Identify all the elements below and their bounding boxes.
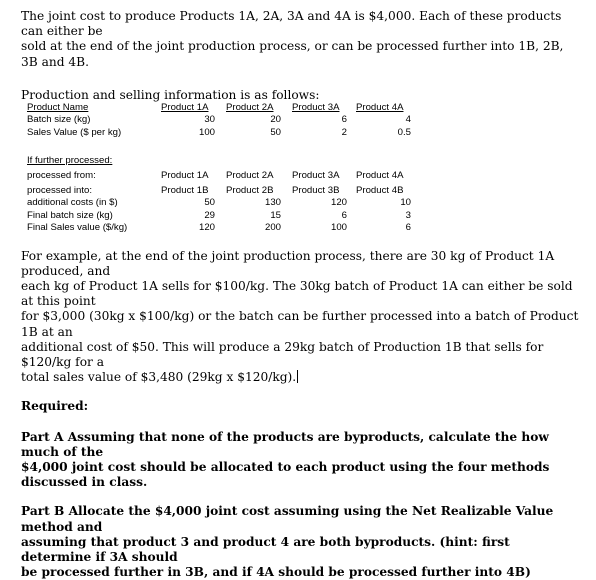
table-cell: 120 [330, 197, 347, 209]
production-table [21, 102, 581, 139]
table-cell: 100 [198, 126, 215, 138]
table-cell: Product 4A [356, 169, 404, 181]
table-cell: Product 3B [292, 184, 340, 196]
table-cell: Product 1B [161, 184, 209, 196]
part-b-line-3: be processed further in 3B, and if 4A should be processed further into 4B) [21, 565, 531, 580]
table-cell: 100 [330, 222, 347, 234]
table-cell: 29 [204, 209, 215, 221]
table-cell: Product 2B [226, 184, 274, 196]
table-cell: 6 [341, 114, 347, 126]
example-paragraph [21, 249, 581, 386]
table-cell: 10 [400, 197, 411, 209]
header-product-2a: Product 2A [226, 102, 274, 114]
table-row [21, 197, 581, 209]
part-a-line-2: $4,000 joint cost should be allocated to each product using the four methods discussed in class. [21, 459, 550, 490]
table-cell: Product 1A [161, 169, 209, 181]
example-line-5: total sales value of $3,480 (29kg x $120/kg). [21, 370, 297, 385]
header-product-4a: Product 4A [356, 102, 404, 114]
table-cell: 3 [405, 209, 411, 221]
example-line-1: For example, at the end of the joint production process, there are 30 kg of Product 1A produced, and [21, 248, 555, 278]
part-a-paragraph [21, 430, 581, 491]
example-line-3: for $3,000 (30kg x $100/kg) or the batch can be further processed into a batch of Product 1B at an [21, 309, 579, 339]
row-label: Final batch size (kg) [27, 209, 113, 221]
table-cell: Product 2A [226, 169, 274, 181]
row-label: Batch size (kg) [27, 114, 91, 126]
intro-paragraph [21, 9, 581, 70]
example-line-2: each kg of Product 1A sells for $100/kg. The 30kg batch of Product 1A can either be sold at this point [21, 278, 573, 309]
part-b-line-1: Part B Allocate the $4,000 joint cost assuming using the Net Realizable Value method and [21, 504, 554, 534]
header-product-1a: Product 1A [161, 102, 209, 114]
further-processing-table [21, 155, 581, 234]
part-b-paragraph [21, 504, 581, 580]
part-b-line-2: assuming that product 3 and product 4 are both byproducts. (hint: first determine if 3A should [21, 534, 510, 564]
document [21, 9, 581, 580]
intro-line-1: The joint cost to produce Products 1A, 2A, 3A and 4A is $4,000. Each of these products can either be [21, 9, 562, 39]
table-cell: Product 3A [292, 169, 340, 181]
further-processing-title: If further processed: [27, 155, 113, 167]
table-cell: 200 [264, 222, 281, 234]
table-cell: 0.5 [397, 126, 411, 138]
header-product-3a: Product 3A [292, 102, 340, 114]
table-row [21, 127, 581, 139]
table-cell: 130 [264, 197, 281, 209]
table-row [21, 170, 581, 182]
table-cell: 30 [204, 114, 215, 126]
required-heading: Required: [21, 399, 89, 414]
table-cell: 20 [270, 114, 281, 126]
row-label: Sales Value ($ per kg) [27, 126, 122, 138]
table-cell: 120 [198, 222, 215, 234]
row-label: additional costs (in $) [27, 197, 118, 209]
table-cell: 15 [270, 209, 281, 221]
table-row [21, 222, 581, 234]
table-cell: 50 [270, 126, 281, 138]
further-processing-title-row [21, 155, 581, 167]
info-heading: Production and selling information is as follows: [21, 87, 320, 102]
example-line-4: additional cost of $50. This will produce a 29kg batch of Production 1B that sells for $120/kg for a [21, 339, 544, 369]
text-cursor[interactable] [297, 370, 298, 383]
part-a-line-1: Part A Assuming that none of the products are byproducts, calculate the how much of the [21, 429, 549, 459]
table-cell: 6 [405, 222, 411, 234]
table-cell: 4 [405, 114, 411, 126]
production-table-header [21, 102, 581, 114]
table-cell: Product 4B [356, 184, 404, 196]
table-row [21, 210, 581, 222]
table-cell: 2 [341, 126, 347, 138]
row-label: processed into: [27, 184, 93, 196]
header-product-name: Product Name [27, 102, 89, 114]
table-cell: 6 [341, 209, 347, 221]
row-label: Final Sales value ($/kg) [27, 222, 128, 234]
table-row [21, 185, 581, 197]
intro-line-2: sold at the end of the joint production process, or can be processed further into 1B, 2B, 3B and 4B. [21, 39, 564, 69]
table-cell: 50 [204, 197, 215, 209]
table-row [21, 114, 581, 126]
row-label: processed from: [27, 169, 96, 181]
